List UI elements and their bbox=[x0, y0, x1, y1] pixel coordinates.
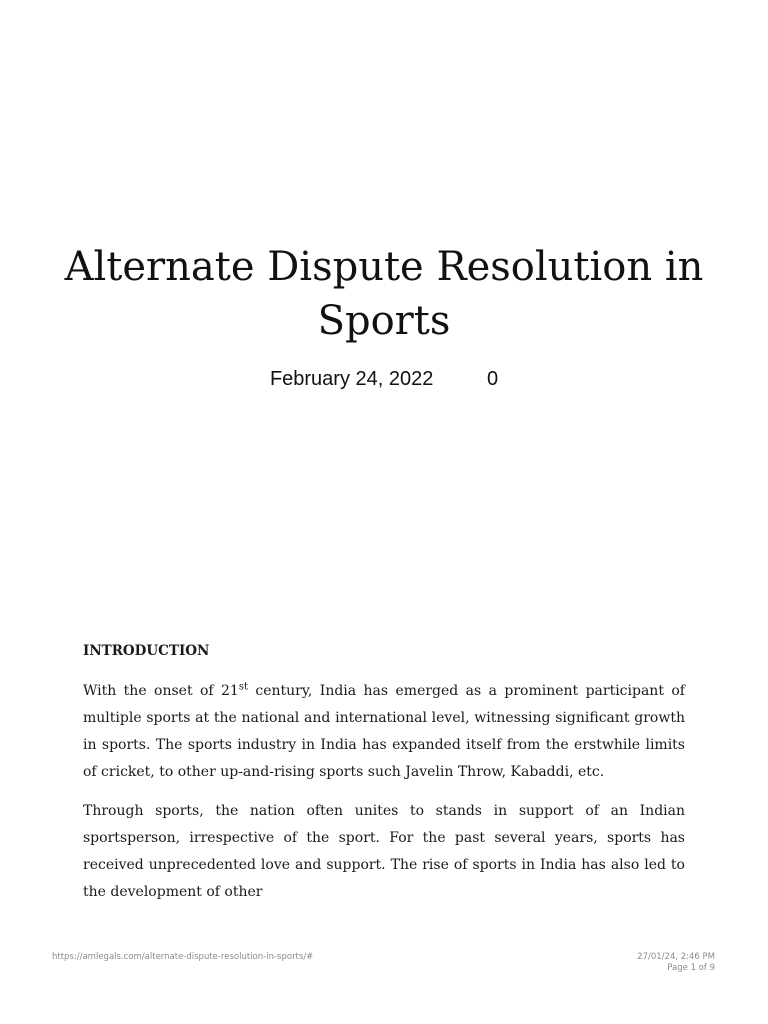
ordinal-suffix: st bbox=[238, 681, 248, 693]
paragraph-1-rest: century, India has emerged as a prominent participant of multiple sports at the national and international level, witnessing significant growth in sports. The sports industry in India has expanded itself from the erstwhile limits of cricket, to other up-and-rising sports such Javelin Throw, Kabaddi, etc. bbox=[83, 683, 685, 780]
footer-timestamp: 27/01/24, 2:46 PM bbox=[637, 952, 715, 962]
footer-url: https://amlegals.com/alternate-dispute-resolution-in-sports/# bbox=[52, 952, 314, 962]
footer-info bbox=[637, 952, 715, 974]
paragraph-2: Through sports, the nation often unites to stands in support of an Indian sportsperson, irrespective of the sport. For the past several years, sports has received unprecedented love and support. The rise of sports in India has also led to the development of other bbox=[83, 803, 685, 900]
article-body bbox=[83, 640, 685, 918]
article-title: Alternate Dispute Resolution in Sports bbox=[64, 244, 704, 344]
paragraph-1 bbox=[83, 678, 685, 786]
article-meta bbox=[0, 366, 768, 392]
section-heading: INTRODUCTION bbox=[83, 643, 210, 659]
paragraph-1-start: With the onset of 21 bbox=[83, 683, 239, 699]
footer-page-number: Page 1 of 9 bbox=[667, 963, 715, 973]
publish-date: February 24, 2022 bbox=[269, 368, 434, 390]
comment-count[interactable]: 0 bbox=[486, 368, 499, 390]
